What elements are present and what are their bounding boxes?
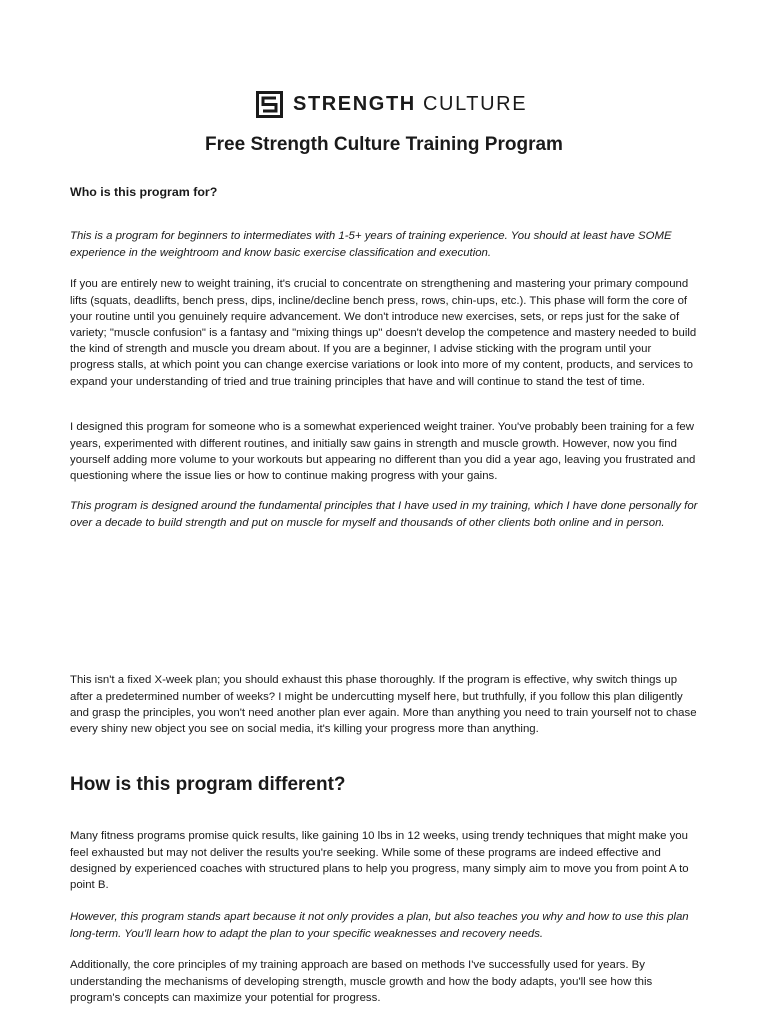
paragraph-principles: This program is designed around the fundamental principles that I have used in my training, which I have done personally for over a decade to build strength and put on muscle for myself and thousands of other clients both online and in person.	[70, 500, 698, 529]
section-heading-who: Who is this program for?	[70, 185, 218, 199]
brand-logo	[256, 89, 527, 119]
paragraph-beginners: If you are entirely new to weight training, it's crucial to concentrate on strengthening and mastering your primary compound lifts (squats, deadlifts, bench press, dips, incline/decline bench press, rows, chin-ups, etc.). This phase will form the core of your routine until you genuinely require advancement. We don't introduce new exercises, sets, or reps just for the sake of variety; "muscle confusion" is a fantasy and "mixing things up" doesn't develop the competence and mastery needed to build the kind of strength and muscle you dream about. If you are a beginner, I advise sticking with the program until your progress stalls, at which point you can change exercise variations or look into more of my content, products, and services to expand your understanding of tried and true training principles that have and will continue to stand the test of time.	[70, 278, 697, 388]
paragraph-stands-apart: However, this program stands apart because it not only provides a plan, but also teaches you why and how to use this plan long-term. You'll learn how to adapt the plan to your specific weaknesses and recovery needs.	[70, 911, 689, 940]
section-heading-different: How is this program different?	[70, 774, 346, 795]
page-title: Free Strength Culture Training Program	[205, 134, 563, 155]
brand-word-culture: CULTURE	[422, 93, 528, 115]
paragraph-experienced: I designed this program for someone who is a somewhat experienced weight trainer. You've probably been training for a few years, experimented with different routines, and initially saw gains in strength and muscle growth. However, now you find yourself adding more volume to your workouts but appearing no different than you did a year ago, leaving you frustrated and questioning where the issue lies or how to continue making progress with your gains.	[70, 421, 696, 482]
paragraph-other-programs: Many fitness programs promise quick results, like gaining 10 lbs in 12 weeks, using trendy techniques that might make you feel exhausted but may not deliver the results you're seeking. While some of these programs are indeed effective and designed by experienced coaches with structured plans to help you progress, many simply aim to move you from point A to point B.	[70, 830, 689, 891]
brand-wordmark	[293, 89, 527, 119]
paragraph-audience: This is a program for beginners to intermediates with 1-5+ years of training experience. You should at least have SOME experience in the weightroom and know basic exercise classification and execution.	[70, 230, 672, 259]
paragraph-no-fixed-plan: This isn't a fixed X-week plan; you should exhaust this phase thoroughly. If the program is effective, why switch things up after a predetermined number of weeks? I might be undercutting myself here, but truthfully, if you follow this plan diligently and grasp the principles, you won't need another plan ever again. More than anything you need to train yourself not to chase every shiny new object you see on social media, it's killing your progress more than anything.	[70, 674, 697, 735]
paragraph-core-principles: Additionally, the core principles of my training approach are based on methods I've successfully used for years. By understanding the mechanisms of developing strength, muscle growth and how the body adapts, you'll see how this program's concepts can maximize your potential for progress.	[70, 959, 653, 1004]
strength-culture-logo-icon	[256, 91, 283, 118]
brand-word-strength: STRENGTH	[293, 93, 416, 115]
